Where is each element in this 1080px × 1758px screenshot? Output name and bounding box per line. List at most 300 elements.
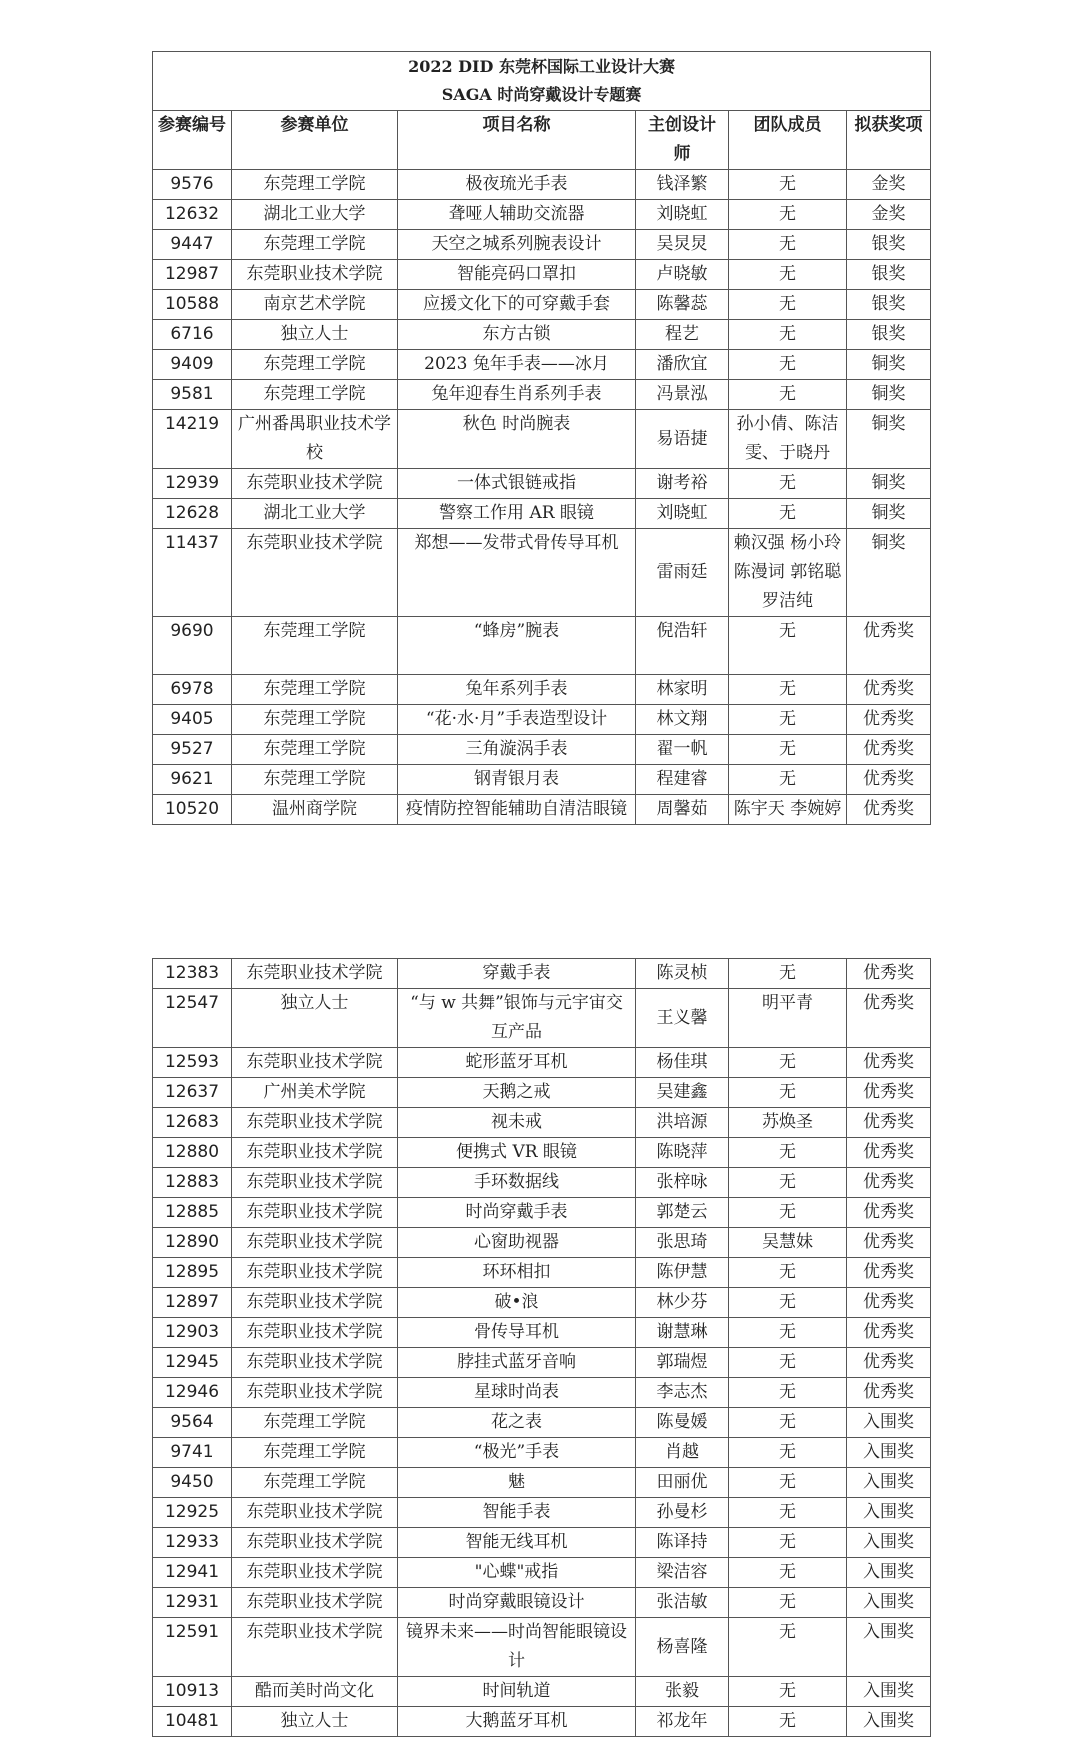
cell-project: 环环相扣 <box>398 1258 636 1288</box>
cell-unit: 东莞职业技术学院 <box>232 1048 398 1078</box>
table-title <box>153 52 931 111</box>
cell-designer: 王义馨 <box>636 989 729 1048</box>
cell-designer: 林家明 <box>636 675 729 705</box>
cell-designer: 祁龙年 <box>636 1707 729 1737</box>
cell-project: 疫情防控智能辅助自清洁眼镜 <box>398 795 636 825</box>
cell-project: 脖挂式蓝牙音响 <box>398 1348 636 1378</box>
cell-award: 入围奖 <box>847 1438 931 1468</box>
cell-unit: 东莞职业技术学院 <box>232 1588 398 1618</box>
cell-team: 无 <box>729 1288 847 1318</box>
cell-award: 优秀奖 <box>847 959 931 989</box>
cell-unit: 酷而美时尚文化 <box>232 1677 398 1707</box>
cell-award: 优秀奖 <box>847 1378 931 1408</box>
cell-unit: 东莞职业技术学院 <box>232 529 398 617</box>
cell-unit: 东莞职业技术学院 <box>232 1318 398 1348</box>
cell-designer: 程建睿 <box>636 765 729 795</box>
cell-designer: 程艺 <box>636 320 729 350</box>
table-row <box>153 705 931 735</box>
table-row <box>153 959 931 989</box>
cell-team: 无 <box>729 1498 847 1528</box>
header-team: 团队成员 <box>729 111 847 170</box>
cell-unit: 东莞职业技术学院 <box>232 1528 398 1558</box>
cell-unit: 东莞职业技术学院 <box>232 1138 398 1168</box>
cell-award: 优秀奖 <box>847 735 931 765</box>
cell-designer: 陈曼媛 <box>636 1408 729 1438</box>
cell-award: 金奖 <box>847 200 931 230</box>
table-row <box>153 410 931 469</box>
cell-id: 12880 <box>153 1138 232 1168</box>
cell-designer: 孙曼杉 <box>636 1498 729 1528</box>
cell-project: 应援文化下的可穿戴手套 <box>398 290 636 320</box>
award-table-part-1 <box>152 51 931 825</box>
cell-award: 优秀奖 <box>847 1168 931 1198</box>
cell-unit: 东莞理工学院 <box>232 1438 398 1468</box>
cell-team: 无 <box>729 200 847 230</box>
cell-project: 花之表 <box>398 1408 636 1438</box>
table-row <box>153 1677 931 1707</box>
cell-id: 12890 <box>153 1228 232 1258</box>
cell-project: “与 w 共舞”银饰与元宇宙交互产品 <box>398 989 636 1048</box>
cell-project: 警察工作用 AR 眼镜 <box>398 499 636 529</box>
cell-project: 时间轨道 <box>398 1677 636 1707</box>
cell-id: 12683 <box>153 1108 232 1138</box>
cell-team: 无 <box>729 1168 847 1198</box>
cell-award: 铜奖 <box>847 410 931 469</box>
cell-id: 9409 <box>153 350 232 380</box>
table-row <box>153 1198 931 1228</box>
cell-unit: 东莞理工学院 <box>232 675 398 705</box>
cell-team: 无 <box>729 499 847 529</box>
cell-designer: 倪浩轩 <box>636 617 729 675</box>
cell-unit: 独立人士 <box>232 320 398 350</box>
header-unit: 参赛单位 <box>232 111 398 170</box>
table-row <box>153 290 931 320</box>
cell-unit: 东莞职业技术学院 <box>232 1378 398 1408</box>
cell-project: 穿戴手表 <box>398 959 636 989</box>
cell-award: 入围奖 <box>847 1707 931 1737</box>
cell-id: 12632 <box>153 200 232 230</box>
cell-unit: 湖北工业大学 <box>232 200 398 230</box>
cell-unit: 东莞职业技术学院 <box>232 1198 398 1228</box>
cell-team: 无 <box>729 1707 847 1737</box>
cell-id: 12547 <box>153 989 232 1048</box>
table-row <box>153 529 931 617</box>
cell-award: 优秀奖 <box>847 617 931 675</box>
cell-team: 无 <box>729 1318 847 1348</box>
cell-designer: 周馨茹 <box>636 795 729 825</box>
cell-award: 入围奖 <box>847 1498 931 1528</box>
table-row <box>153 1558 931 1588</box>
cell-project: 一体式银链戒指 <box>398 469 636 499</box>
table-row <box>153 469 931 499</box>
cell-designer: 陈译持 <box>636 1528 729 1558</box>
header-project: 项目名称 <box>398 111 636 170</box>
cell-award: 优秀奖 <box>847 1318 931 1348</box>
cell-team: 无 <box>729 1438 847 1468</box>
cell-unit: 东莞理工学院 <box>232 170 398 200</box>
cell-team: 无 <box>729 705 847 735</box>
cell-unit: 东莞职业技术学院 <box>232 1108 398 1138</box>
cell-project: 破•浪 <box>398 1288 636 1318</box>
cell-id: 12637 <box>153 1078 232 1108</box>
cell-project: 极夜琉光手表 <box>398 170 636 200</box>
cell-team: 苏焕圣 <box>729 1108 847 1138</box>
cell-award: 优秀奖 <box>847 1198 931 1228</box>
cell-unit: 东莞理工学院 <box>232 735 398 765</box>
cell-unit: 广州美术学院 <box>232 1078 398 1108</box>
cell-id: 12946 <box>153 1378 232 1408</box>
cell-designer: 郭瑞煜 <box>636 1348 729 1378</box>
cell-project: 智能无线耳机 <box>398 1528 636 1558</box>
cell-id: 12941 <box>153 1558 232 1588</box>
cell-project: 钢青银月表 <box>398 765 636 795</box>
table-row <box>153 1048 931 1078</box>
cell-id: 9741 <box>153 1438 232 1468</box>
cell-project: 魅 <box>398 1468 636 1498</box>
cell-team: 无 <box>729 617 847 675</box>
table-row <box>153 1438 931 1468</box>
cell-team: 明平青 <box>729 989 847 1048</box>
cell-team: 无 <box>729 735 847 765</box>
cell-project: 兔年系列手表 <box>398 675 636 705</box>
cell-designer: 张梓咏 <box>636 1168 729 1198</box>
cell-unit: 东莞理工学院 <box>232 230 398 260</box>
cell-project: 时尚穿戴手表 <box>398 1198 636 1228</box>
cell-project: 聋哑人辅助交流器 <box>398 200 636 230</box>
table-row <box>153 320 931 350</box>
cell-award: 优秀奖 <box>847 989 931 1048</box>
cell-project: 时尚穿戴眼镜设计 <box>398 1588 636 1618</box>
cell-project: 智能手表 <box>398 1498 636 1528</box>
cell-designer: 陈馨蕊 <box>636 290 729 320</box>
header-award: 拟获奖项 <box>847 111 931 170</box>
header-id: 参赛编号 <box>153 111 232 170</box>
cell-award: 优秀奖 <box>847 1078 931 1108</box>
cell-designer: 杨佳琪 <box>636 1048 729 1078</box>
table-row <box>153 675 931 705</box>
title-row <box>153 52 931 111</box>
cell-designer: 洪培源 <box>636 1108 729 1138</box>
cell-award: 优秀奖 <box>847 765 931 795</box>
cell-id: 12883 <box>153 1168 232 1198</box>
cell-award: 入围奖 <box>847 1558 931 1588</box>
cell-project: “蜂房”腕表 <box>398 617 636 675</box>
cell-award: 入围奖 <box>847 1408 931 1438</box>
cell-award: 金奖 <box>847 170 931 200</box>
cell-id: 12933 <box>153 1528 232 1558</box>
cell-designer: 吴炅炅 <box>636 230 729 260</box>
cell-designer: 潘欣宜 <box>636 350 729 380</box>
cell-award: 优秀奖 <box>847 1348 931 1378</box>
cell-designer: 肖越 <box>636 1438 729 1468</box>
cell-team: 孙小倩、陈洁雯、于晓丹 <box>729 410 847 469</box>
cell-award: 优秀奖 <box>847 795 931 825</box>
cell-team: 无 <box>729 959 847 989</box>
cell-team: 赖汉强 杨小玲 陈漫词 郭铭聪 罗洁纯 <box>729 529 847 617</box>
table-row <box>153 617 931 675</box>
cell-unit: 东莞职业技术学院 <box>232 1348 398 1378</box>
cell-designer: 卢晓敏 <box>636 260 729 290</box>
title-line-2: SAGA 时尚穿戴设计专题赛 <box>441 85 642 104</box>
cell-project: 天鹅之戒 <box>398 1078 636 1108</box>
cell-designer: 陈伊慧 <box>636 1258 729 1288</box>
cell-award: 银奖 <box>847 320 931 350</box>
cell-designer: 翟一帆 <box>636 735 729 765</box>
cell-team: 无 <box>729 1588 847 1618</box>
cell-id: 12885 <box>153 1198 232 1228</box>
cell-project: 天空之城系列腕表设计 <box>398 230 636 260</box>
cell-award: 入围奖 <box>847 1588 931 1618</box>
cell-designer: 吴建鑫 <box>636 1078 729 1108</box>
cell-id: 12939 <box>153 469 232 499</box>
cell-unit: 东莞职业技术学院 <box>232 1498 398 1528</box>
cell-designer: 陈灵桢 <box>636 959 729 989</box>
cell-team: 无 <box>729 1138 847 1168</box>
cell-award: 优秀奖 <box>847 1138 931 1168</box>
cell-team: 无 <box>729 1198 847 1228</box>
cell-award: 银奖 <box>847 290 931 320</box>
cell-award: 优秀奖 <box>847 1108 931 1138</box>
table-row <box>153 1228 931 1258</box>
cell-id: 10481 <box>153 1707 232 1737</box>
table-row <box>153 230 931 260</box>
table-row <box>153 1168 931 1198</box>
cell-project: 郑想——发带式骨传导耳机 <box>398 529 636 617</box>
table-row <box>153 1707 931 1737</box>
cell-id: 9450 <box>153 1468 232 1498</box>
cell-award: 入围奖 <box>847 1677 931 1707</box>
cell-project: 2023 兔年手表——冰月 <box>398 350 636 380</box>
table-body-2 <box>153 959 931 1737</box>
cell-award: 铜奖 <box>847 469 931 499</box>
cell-designer: 陈晓萍 <box>636 1138 729 1168</box>
table-row <box>153 735 931 765</box>
cell-id: 9621 <box>153 765 232 795</box>
cell-unit: 东莞理工学院 <box>232 765 398 795</box>
table-row <box>153 795 931 825</box>
table-row <box>153 1588 931 1618</box>
cell-team: 无 <box>729 170 847 200</box>
cell-id: 9581 <box>153 380 232 410</box>
table-row <box>153 499 931 529</box>
cell-id: 12925 <box>153 1498 232 1528</box>
cell-award: 银奖 <box>847 260 931 290</box>
cell-id: 6978 <box>153 675 232 705</box>
cell-id: 10913 <box>153 1677 232 1707</box>
cell-award: 铜奖 <box>847 350 931 380</box>
cell-project: 秋色 时尚腕表 <box>398 410 636 469</box>
table-row <box>153 170 931 200</box>
cell-id: 12897 <box>153 1288 232 1318</box>
cell-project: 镜界未来——时尚智能眼镜设计 <box>398 1618 636 1677</box>
cell-team: 无 <box>729 1378 847 1408</box>
cell-award: 优秀奖 <box>847 675 931 705</box>
cell-award: 铜奖 <box>847 380 931 410</box>
cell-unit: 东莞职业技术学院 <box>232 959 398 989</box>
cell-award: 铜奖 <box>847 529 931 617</box>
cell-award: 优秀奖 <box>847 1228 931 1258</box>
cell-project: 便携式 VR 眼镜 <box>398 1138 636 1168</box>
cell-team: 无 <box>729 290 847 320</box>
cell-id: 14219 <box>153 410 232 469</box>
table-row <box>153 989 931 1048</box>
cell-id: 12591 <box>153 1618 232 1677</box>
cell-team: 无 <box>729 350 847 380</box>
cell-team: 无 <box>729 1048 847 1078</box>
cell-team: 无 <box>729 1618 847 1677</box>
cell-team: 无 <box>729 1258 847 1288</box>
table-row <box>153 1288 931 1318</box>
cell-team: 无 <box>729 675 847 705</box>
cell-unit: 东莞职业技术学院 <box>232 260 398 290</box>
cell-unit: 东莞职业技术学院 <box>232 469 398 499</box>
cell-id: 9447 <box>153 230 232 260</box>
cell-id: 9690 <box>153 617 232 675</box>
cell-unit: 东莞理工学院 <box>232 617 398 675</box>
award-table-part-2 <box>152 958 931 1737</box>
cell-designer: 刘晓虹 <box>636 499 729 529</box>
cell-team: 无 <box>729 469 847 499</box>
cell-team: 无 <box>729 765 847 795</box>
cell-unit: 东莞理工学院 <box>232 1408 398 1438</box>
cell-project: 星球时尚表 <box>398 1378 636 1408</box>
cell-id: 12383 <box>153 959 232 989</box>
table-row <box>153 765 931 795</box>
cell-designer: 易语捷 <box>636 410 729 469</box>
cell-designer: 张思琦 <box>636 1228 729 1258</box>
cell-team: 无 <box>729 380 847 410</box>
cell-id: 9405 <box>153 705 232 735</box>
cell-team: 无 <box>729 320 847 350</box>
cell-unit: 东莞职业技术学院 <box>232 1228 398 1258</box>
cell-id: 10588 <box>153 290 232 320</box>
cell-id: 12987 <box>153 260 232 290</box>
cell-id: 9564 <box>153 1408 232 1438</box>
cell-id: 9576 <box>153 170 232 200</box>
cell-unit: 南京艺术学院 <box>232 290 398 320</box>
cell-designer: 田丽优 <box>636 1468 729 1498</box>
cell-designer: 钱泽繁 <box>636 170 729 200</box>
cell-project: 三角漩涡手表 <box>398 735 636 765</box>
table-row <box>153 1318 931 1348</box>
cell-team: 无 <box>729 1528 847 1558</box>
cell-id: 12903 <box>153 1318 232 1348</box>
table-row <box>153 1468 931 1498</box>
cell-project: 视未戒 <box>398 1108 636 1138</box>
cell-unit: 东莞职业技术学院 <box>232 1288 398 1318</box>
cell-award: 优秀奖 <box>847 705 931 735</box>
cell-unit: 独立人士 <box>232 989 398 1048</box>
cell-unit: 东莞职业技术学院 <box>232 1258 398 1288</box>
cell-id: 12593 <box>153 1048 232 1078</box>
cell-unit: 温州商学院 <box>232 795 398 825</box>
cell-id: 10520 <box>153 795 232 825</box>
cell-designer: 梁洁容 <box>636 1558 729 1588</box>
table-row <box>153 1408 931 1438</box>
cell-project: 大鹅蓝牙耳机 <box>398 1707 636 1737</box>
cell-designer: 雷雨廷 <box>636 529 729 617</box>
table-row <box>153 1378 931 1408</box>
cell-award: 银奖 <box>847 230 931 260</box>
cell-unit: 东莞理工学院 <box>232 350 398 380</box>
cell-id: 12945 <box>153 1348 232 1378</box>
cell-designer: 冯景泓 <box>636 380 729 410</box>
cell-id: 9527 <box>153 735 232 765</box>
cell-team: 无 <box>729 230 847 260</box>
cell-project: 智能亮码口罩扣 <box>398 260 636 290</box>
cell-designer: 谢慧琳 <box>636 1318 729 1348</box>
header-designer: 主创设计师 <box>636 111 729 170</box>
table-row <box>153 1138 931 1168</box>
cell-designer: 刘晓虹 <box>636 200 729 230</box>
cell-award: 铜奖 <box>847 499 931 529</box>
table-row <box>153 1078 931 1108</box>
cell-project: “极光”手表 <box>398 1438 636 1468</box>
cell-unit: 东莞理工学院 <box>232 705 398 735</box>
title-line-1: 2022 DID 东莞杯国际工业设计大赛 <box>408 57 675 76</box>
cell-designer: 林少芬 <box>636 1288 729 1318</box>
table-row <box>153 1528 931 1558</box>
cell-unit: 东莞理工学院 <box>232 380 398 410</box>
cell-designer: 杨喜隆 <box>636 1618 729 1677</box>
cell-unit: 东莞职业技术学院 <box>232 1618 398 1677</box>
cell-award: 优秀奖 <box>847 1288 931 1318</box>
cell-unit: 湖北工业大学 <box>232 499 398 529</box>
cell-project: 手环数据线 <box>398 1168 636 1198</box>
cell-project: 兔年迎春生肖系列手表 <box>398 380 636 410</box>
cell-award: 优秀奖 <box>847 1258 931 1288</box>
table-body-1 <box>153 170 931 825</box>
table-row <box>153 1348 931 1378</box>
cell-award: 优秀奖 <box>847 1048 931 1078</box>
cell-project: “花·水·月”手表造型设计 <box>398 705 636 735</box>
cell-team: 无 <box>729 1677 847 1707</box>
cell-team: 无 <box>729 1408 847 1438</box>
cell-team: 吴慧妹 <box>729 1228 847 1258</box>
cell-project: 心窗助视器 <box>398 1228 636 1258</box>
cell-id: 6716 <box>153 320 232 350</box>
cell-unit: 东莞理工学院 <box>232 1468 398 1498</box>
table-row <box>153 1258 931 1288</box>
cell-id: 12931 <box>153 1588 232 1618</box>
table-row <box>153 200 931 230</box>
cell-project: 蛇形蓝牙耳机 <box>398 1048 636 1078</box>
cell-unit: 东莞职业技术学院 <box>232 1558 398 1588</box>
cell-unit: 广州番禺职业技术学校 <box>232 410 398 469</box>
cell-designer: 林文翔 <box>636 705 729 735</box>
cell-id: 12895 <box>153 1258 232 1288</box>
cell-team: 陈宇天 李婉婷 <box>729 795 847 825</box>
cell-designer: 张毅 <box>636 1677 729 1707</box>
cell-team: 无 <box>729 260 847 290</box>
cell-award: 入围奖 <box>847 1618 931 1677</box>
cell-project: "心蝶"戒指 <box>398 1558 636 1588</box>
cell-team: 无 <box>729 1468 847 1498</box>
cell-award: 入围奖 <box>847 1468 931 1498</box>
table-row <box>153 1618 931 1677</box>
cell-award: 入围奖 <box>847 1528 931 1558</box>
header-row <box>153 111 931 170</box>
table-row <box>153 1108 931 1138</box>
cell-id: 12628 <box>153 499 232 529</box>
table-row <box>153 380 931 410</box>
table-row <box>153 1498 931 1528</box>
cell-project: 骨传导耳机 <box>398 1318 636 1348</box>
cell-team: 无 <box>729 1558 847 1588</box>
cell-project: 东方古锁 <box>398 320 636 350</box>
cell-designer: 谢考裕 <box>636 469 729 499</box>
cell-team: 无 <box>729 1348 847 1378</box>
